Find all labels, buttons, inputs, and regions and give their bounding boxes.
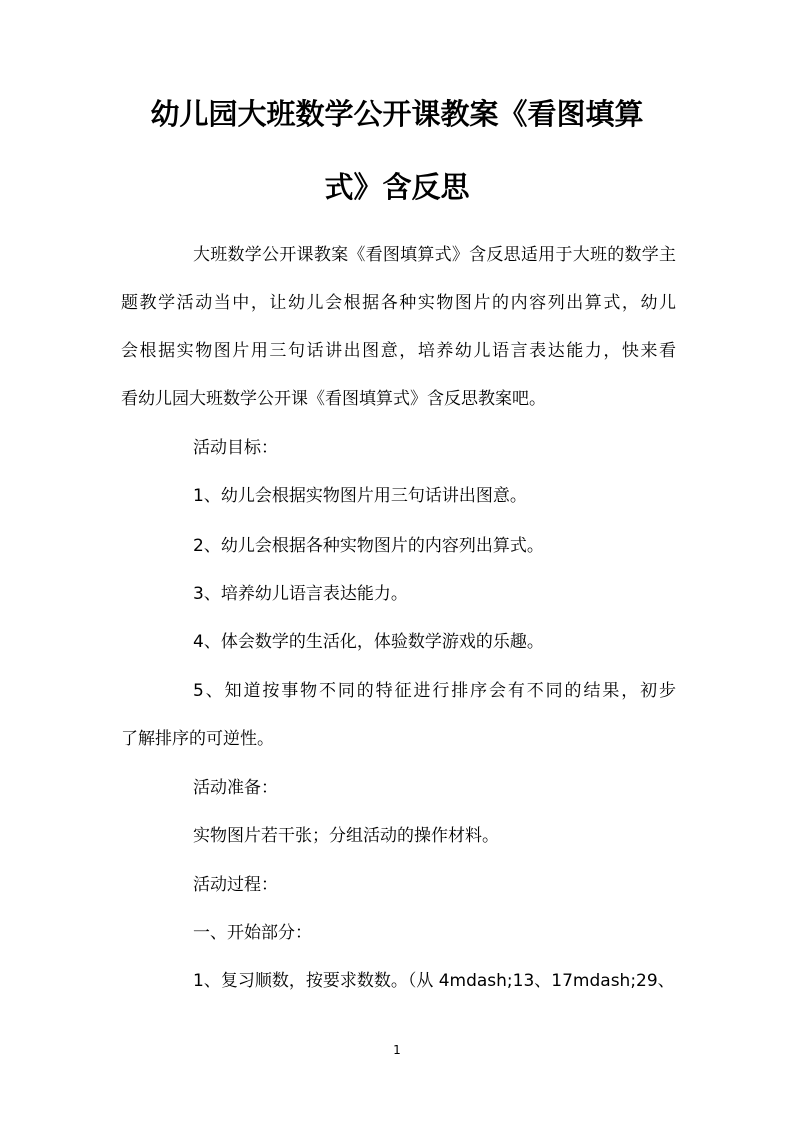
document-title-line-1: 幼儿园大班数学公开课教案《看图填算 [150,97,644,131]
goal-item-3: 3、培养幼儿语言表达能力。 [193,584,408,604]
goal-item-2: 2、幼儿会根据各种实物图片的内容列出算式。 [193,536,544,556]
goal-item-1: 1、幼儿会根据实物图片用三句话讲出图意。 [193,486,527,506]
process-part-1-heading: 一、开始部分： [193,923,312,943]
goal-item-5-line-1: 5、知道按事物不同的特征进行排序会有不同的结果，初步 [193,681,676,701]
document-title-line-2: 式》含反思 [324,170,470,204]
process-heading: 活动过程： [193,875,278,895]
page-number: 1 [393,1043,401,1057]
process-step-1: 1、复习顺数，按要求数数。（从 4mdash;13、17mdash;29、 [193,971,675,991]
preparation-heading: 活动准备： [193,778,278,798]
intro-paragraph-line-2: 题教学活动当中，让幼儿会根据各种实物图片的内容列出算式，幼儿 [121,293,676,313]
intro-paragraph-line-1: 大班数学公开课教案《看图填算式》含反思适用于大班的数学主 [193,245,676,265]
goal-item-5-line-2: 了解排序的可逆性。 [121,729,274,749]
goal-item-4: 4、体会数学的生活化，体验数学游戏的乐趣。 [193,632,544,652]
goals-heading: 活动目标： [193,438,278,458]
intro-paragraph-line-3: 会根据实物图片用三句话讲出图意，培养幼儿语言表达能力，快来看 [121,341,676,361]
preparation-content: 实物图片若干张；分组活动的操作材料。 [193,826,499,846]
intro-paragraph-line-4: 看幼儿园大班数学公开课《看图填算式》含反思教案吧。 [121,389,546,409]
